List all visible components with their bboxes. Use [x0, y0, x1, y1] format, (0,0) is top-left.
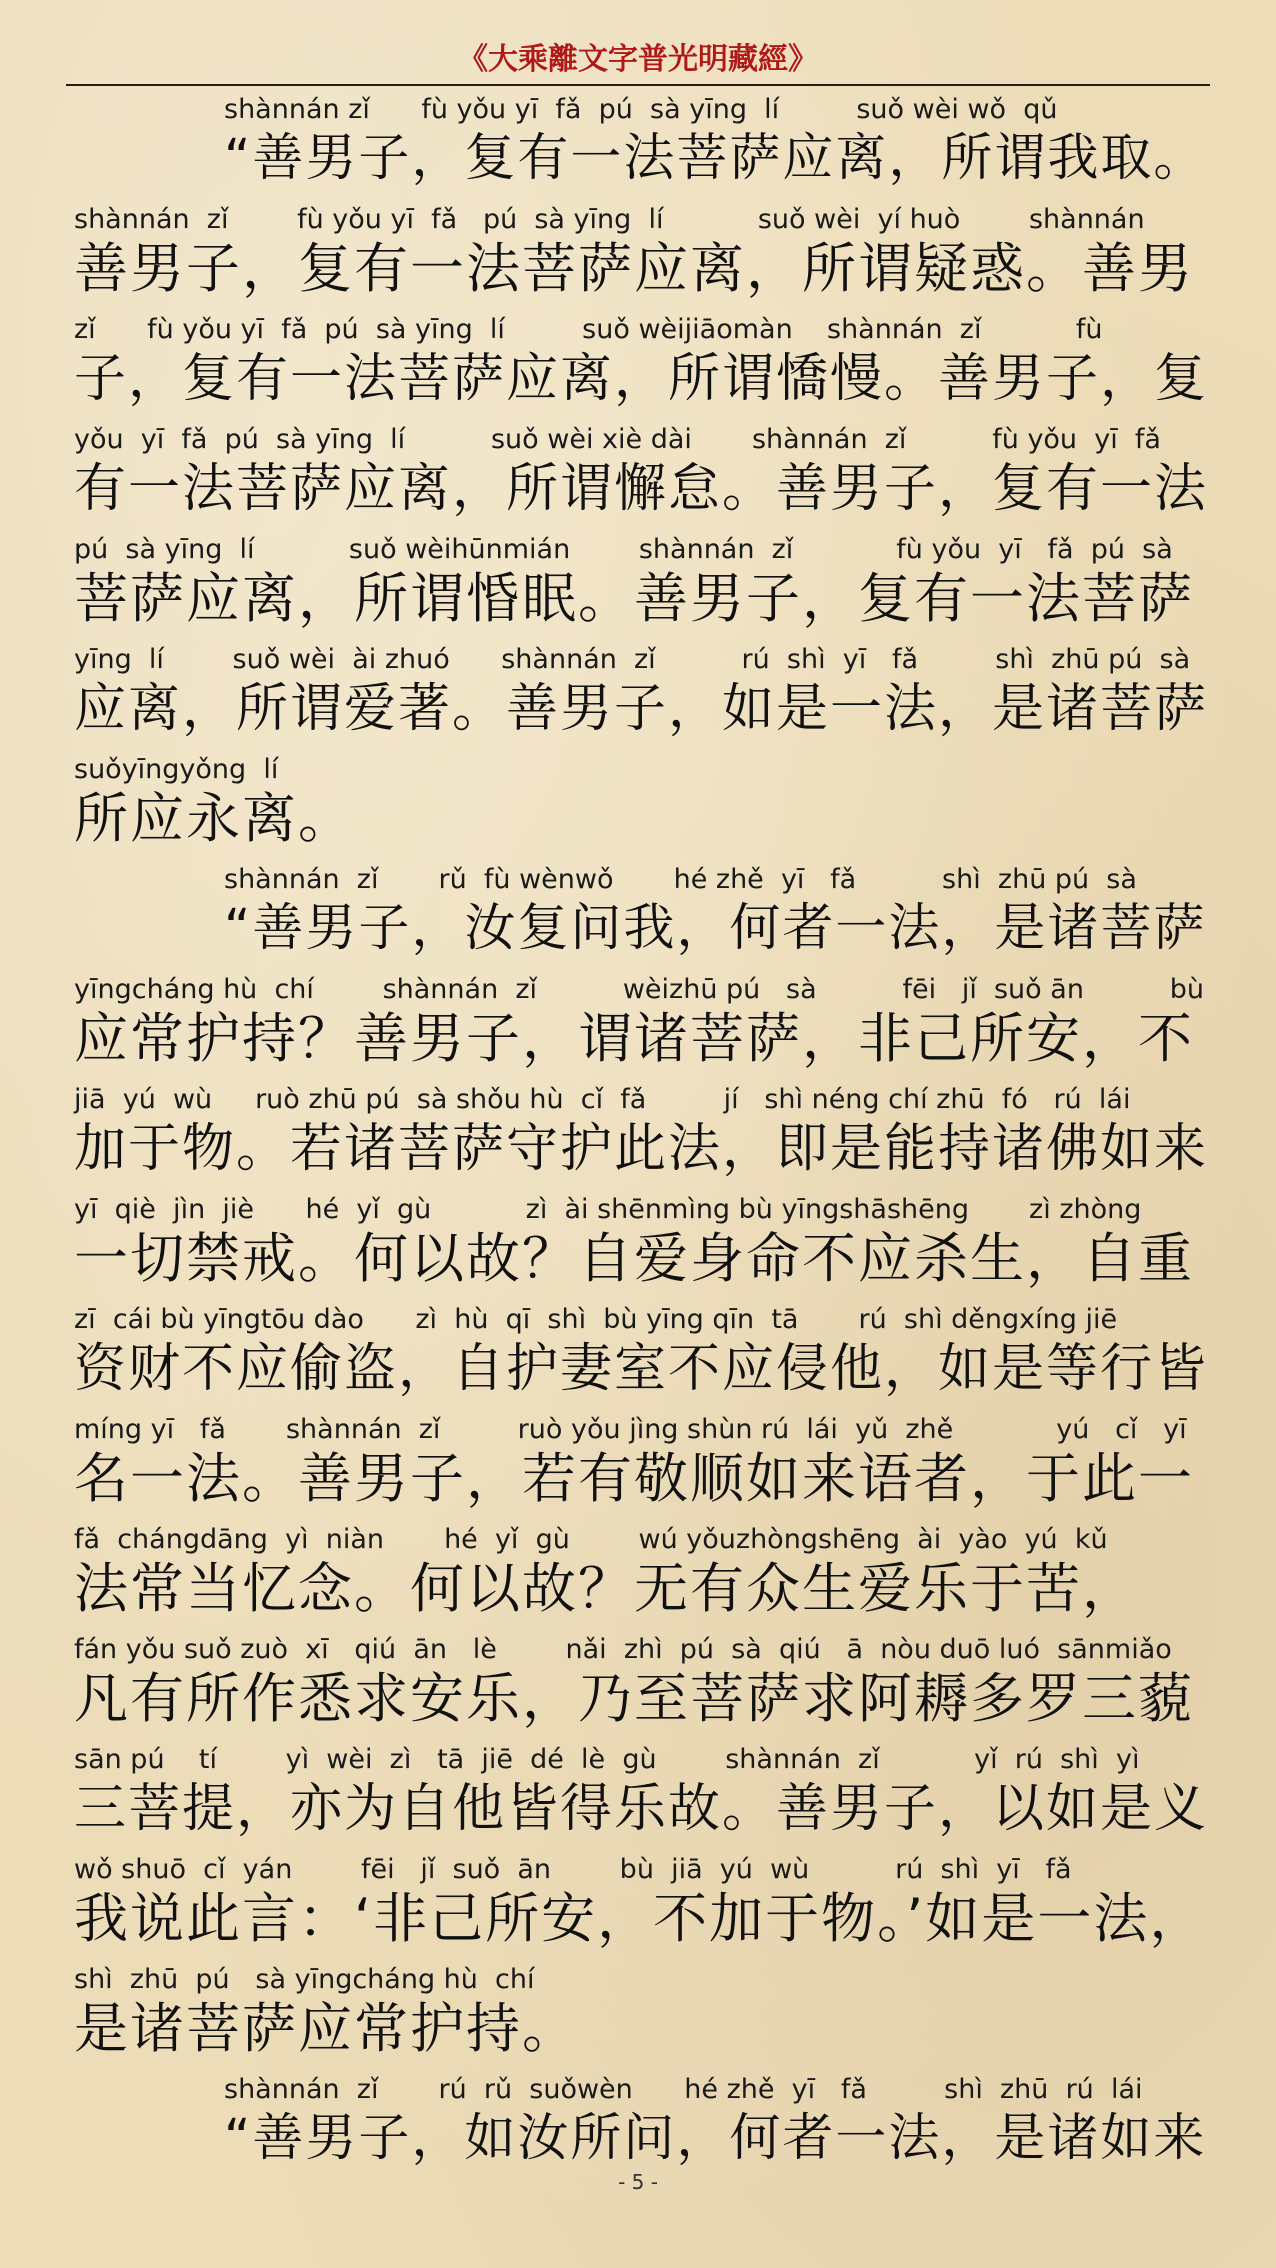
hanzi-line: 应离，所谓爱著。善男子，如是一法，是诸菩萨: [74, 679, 1209, 739]
text-line: [74, 1632, 1214, 1742]
pinyin-line: yīngcháng hù chí shànnán zǐ wèizhū pú sà fēi jǐ suǒ ān bù: [74, 974, 1205, 1005]
pinyin-line: suǒyīngyǒng lí: [74, 754, 279, 785]
text-line: [74, 1082, 1214, 1192]
hanzi-line: 善男子，复有一法菩萨应离，所谓疑惑。善男: [74, 237, 1194, 300]
pinyin-line: pú sà yīng lí suǒ wèihūnmián shànnán zǐ fù yǒu yī fǎ pú sà: [74, 534, 1173, 565]
pinyin-line: wǒ shuō cǐ yán fēi jǐ suǒ ān bù jiā yú wù rú shì yī fǎ: [74, 1854, 1072, 1885]
hanzi-line: 有一法菩萨应离，所谓懈怠。善男子，复有一法: [74, 459, 1209, 519]
text-line: [74, 752, 1214, 862]
scripture-body: [74, 92, 1214, 2182]
pinyin-line: yīng lí suǒ wèi ài zhuó shànnán zǐ rú shì yī fǎ shì zhū pú sà: [74, 644, 1191, 675]
pinyin-line: shànnán zǐ rǔ fù wènwǒ hé zhě yī fǎ shì zhū pú sà: [224, 864, 1137, 895]
text-line: [74, 1302, 1214, 1412]
text-line: [74, 642, 1214, 752]
text-line: [74, 92, 1214, 202]
hanzi-line: 凡有所作悉求安乐，乃至菩萨求阿耨多罗三藐: [74, 1667, 1194, 1730]
pinyin-line: yī qiè jìn jiè hé yǐ gù zì ài shēnmìng bù yīngshāshēng zì zhòng: [74, 1194, 1142, 1225]
hanzi-line: “善男子，汝复问我，何者一法，是诸菩萨: [224, 899, 1207, 958]
pinyin-line: zǐ fù yǒu yī fǎ pú sà yīng lí suǒ wèijiāomàn shànnán zǐ fù: [74, 314, 1103, 345]
pinyin-line: shì zhū pú sà yīngcháng hù chí: [74, 1964, 535, 1995]
text-line: [74, 1192, 1214, 1302]
text-line: [74, 422, 1214, 532]
hanzi-line: 名一法。善男子，若有敬顺如来语者，于此一: [74, 1447, 1194, 1510]
hanzi-line: 所应永离。: [74, 787, 354, 850]
pinyin-line: sān pú tí yì wèi zì tā jiē dé lè gù shànnán zǐ yǐ rú shì yì: [74, 1744, 1140, 1775]
text-line: [74, 532, 1214, 642]
page-number: - 5 -: [618, 2170, 658, 2194]
pinyin-line: shànnán zǐ rú rǔ suǒwèn hé zhě yī fǎ shì zhū rú lái: [224, 2074, 1143, 2105]
sutra-title: 《大乘離文字普光明藏經》: [458, 42, 818, 77]
pinyin-line: yǒu yī fǎ pú sà yīng lí suǒ wèi xiè dài shànnán zǐ fù yǒu yī fǎ: [74, 424, 1161, 455]
hanzi-line: 三菩提，亦为自他皆得乐故。善男子，以如是义: [74, 1779, 1209, 1839]
hanzi-line: 我说此言：‘非己所安，不加于物。’如是一法，: [74, 1887, 1206, 1950]
text-line: [74, 1742, 1214, 1852]
text-line: [74, 862, 1214, 972]
text-line: [74, 1522, 1214, 1632]
hanzi-line: 加于物。若诸菩萨守护此法，即是能持诸佛如来: [74, 1119, 1209, 1179]
hanzi-line: 资财不应偷盗，自护妻室不应侵他，如是等行皆: [74, 1339, 1209, 1399]
pinyin-line: zī cái bù yīngtōu dào zì hù qī shì bù yīng qīn tā rú shì děngxíng jiē: [74, 1304, 1118, 1335]
text-line: [74, 202, 1214, 312]
pinyin-line: shànnán zǐ fù yǒu yī fǎ pú sà yīng lí suǒ wèi yí huò shànnán: [74, 204, 1145, 235]
hanzi-line: “善男子，如汝所问，何者一法，是诸如来: [224, 2109, 1207, 2168]
text-line: [74, 2072, 1214, 2182]
hanzi-line: 是诸菩萨应常护持。: [74, 1997, 578, 2060]
pinyin-line: míng yī fǎ shànnán zǐ ruò yǒu jìng shùn rú lái yǔ zhě yú cǐ yī: [74, 1414, 1187, 1445]
text-line: [74, 1852, 1214, 1962]
hanzi-line: 菩萨应离，所谓惛眠。善男子，复有一法菩萨: [74, 567, 1194, 630]
text-line: [74, 1962, 1214, 2072]
pinyin-line: fǎ chángdāng yì niàn hé yǐ gù wú yǒuzhòngshēng ài yào yú kǔ: [74, 1524, 1108, 1555]
hanzi-line: 法常当忆念。何以故？无有众生爱乐于苦，: [74, 1557, 1138, 1620]
pinyin-line: jiā yú wù ruò zhū pú sà shǒu hù cǐ fǎ jí shì néng chí zhū fó rú lái: [74, 1084, 1131, 1115]
hanzi-line: 应常护持？善男子，谓诸菩萨，非己所安，不: [74, 1007, 1194, 1070]
pinyin-line: fán yǒu suǒ zuò xī qiú ān lè nǎi zhì pú sà qiú ā nòu duō luó sānmiǎo: [74, 1634, 1172, 1665]
hanzi-line: “善男子，复有一法菩萨应离，所谓我取。: [224, 129, 1207, 188]
text-line: [74, 972, 1214, 1082]
hanzi-line: 一切禁戒。何以故？自爱身命不应杀生，自重: [74, 1227, 1194, 1290]
hanzi-line: 子，复有一法菩萨应离，所谓憍慢。善男子，复: [74, 349, 1209, 409]
pinyin-line: shànnán zǐ fù yǒu yī fǎ pú sà yīng lí suǒ wèi wǒ qǔ: [224, 94, 1058, 125]
text-line: [74, 1412, 1214, 1522]
text-line: [74, 312, 1214, 422]
header-divider: [66, 84, 1210, 86]
